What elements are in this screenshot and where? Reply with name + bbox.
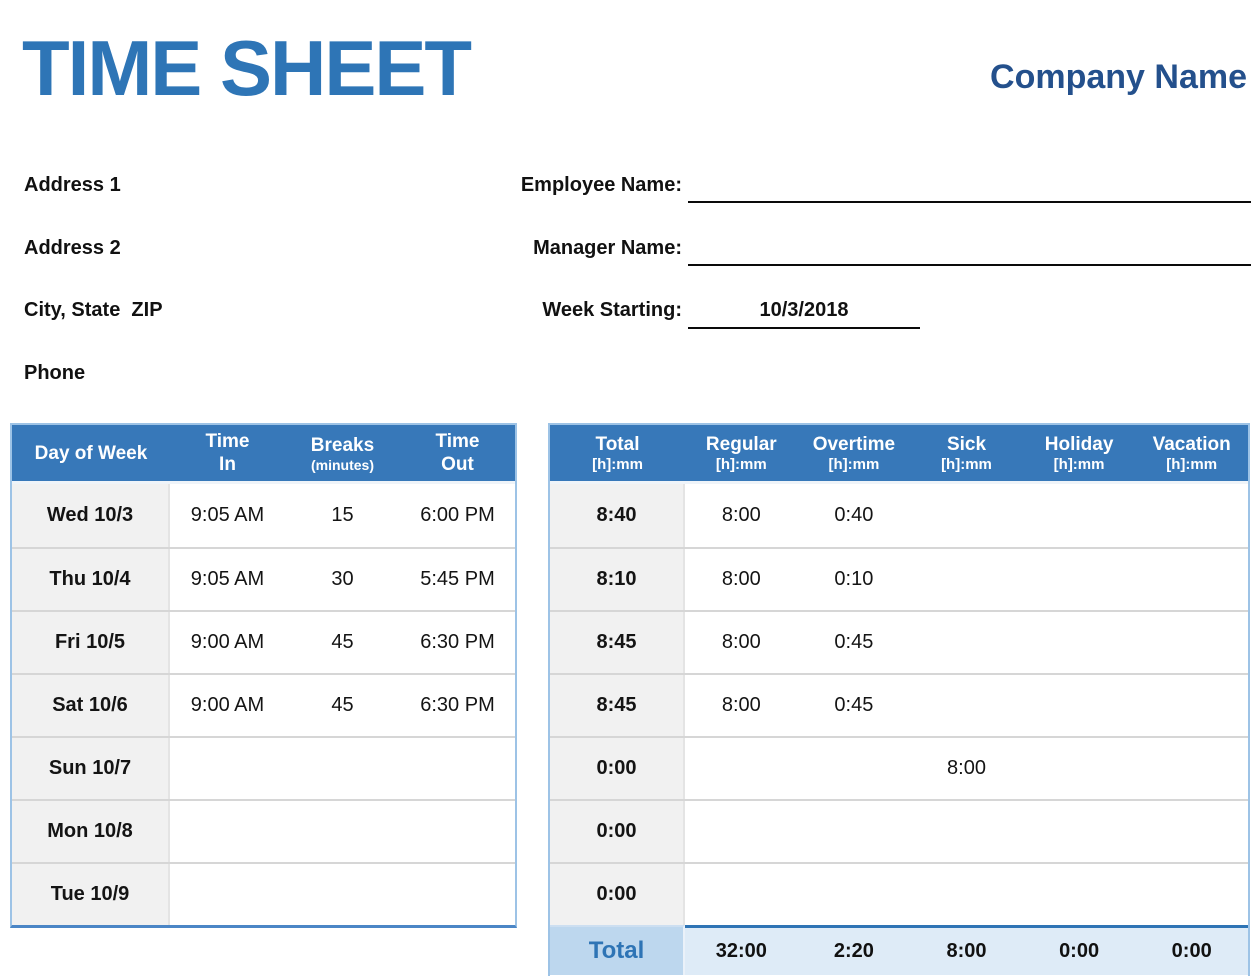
week-starting-label: Week Starting:: [542, 299, 682, 321]
time-in-cell[interactable]: 9:05 AM: [190, 504, 265, 526]
vacation-cell[interactable]: [1135, 864, 1248, 925]
address-line-4: Phone: [24, 362, 86, 384]
breaks-cell[interactable]: [285, 801, 400, 862]
total-cell: 0:00: [550, 738, 685, 799]
address-line-3: City, State ZIP: [24, 299, 163, 321]
totals-row: [550, 925, 1248, 975]
total-cell: 8:40: [550, 484, 685, 547]
day-cell: Sun 10/7: [12, 738, 170, 799]
day-cell: Fri 10/5: [12, 612, 170, 673]
table-row: [12, 547, 515, 610]
overtime-cell[interactable]: [798, 801, 911, 862]
breaks-cell[interactable]: 45: [331, 631, 354, 653]
time-out-cell[interactable]: [400, 864, 515, 925]
table-row: [12, 736, 515, 799]
table-row: [550, 862, 1248, 925]
sick-cell[interactable]: [910, 612, 1023, 673]
table-row: [550, 610, 1248, 673]
employee-name-field[interactable]: [688, 201, 1251, 203]
week-starting-field[interactable]: [688, 327, 920, 329]
header-sick: Sick [h]:mm: [941, 433, 992, 473]
page-title: TIME SHEET: [22, 24, 471, 112]
regular-cell[interactable]: [685, 864, 798, 925]
breaks-cell[interactable]: 15: [331, 504, 354, 526]
table-row: [12, 484, 515, 547]
time-out-cell[interactable]: 6:30 PM: [420, 631, 495, 653]
time-in-cell[interactable]: 9:00 AM: [190, 694, 265, 716]
table-row: [550, 547, 1248, 610]
sick-cell[interactable]: [910, 484, 1023, 547]
total-overtime: 2:20: [798, 925, 911, 975]
day-cell: Tue 10/9: [12, 864, 170, 925]
header-total: Total [h]:mm: [592, 433, 643, 473]
total-regular: 32:00: [685, 925, 798, 975]
regular-cell[interactable]: 8:00: [721, 631, 761, 653]
company-name: Company Name: [990, 58, 1247, 96]
time-out-cell[interactable]: 5:45 PM: [420, 568, 495, 590]
table-row: [550, 673, 1248, 736]
breaks-cell[interactable]: 30: [331, 568, 354, 590]
manager-name-field[interactable]: [688, 264, 1251, 266]
total-cell: 8:45: [550, 675, 685, 736]
time-in-cell[interactable]: 9:05 AM: [190, 568, 265, 590]
sick-cell[interactable]: [910, 549, 1023, 610]
holiday-cell[interactable]: [1023, 549, 1136, 610]
vacation-cell[interactable]: [1135, 801, 1248, 862]
sick-cell[interactable]: [910, 675, 1023, 736]
day-cell: Thu 10/4: [12, 549, 170, 610]
breaks-cell[interactable]: [285, 738, 400, 799]
day-cell: Mon 10/8: [12, 801, 170, 862]
time-entry-body: [12, 484, 515, 925]
sick-cell[interactable]: [910, 864, 1023, 925]
table-row: [550, 484, 1248, 547]
holiday-cell[interactable]: [1023, 612, 1136, 673]
table-row: [12, 862, 515, 925]
sick-cell[interactable]: 8:00: [947, 757, 986, 779]
header-overtime: Overtime [h]:mm: [812, 433, 896, 473]
table-row: [12, 799, 515, 862]
table-row: [550, 736, 1248, 799]
week-starting-value[interactable]: 10/3/2018: [759, 299, 849, 321]
vacation-cell[interactable]: [1135, 549, 1248, 610]
regular-cell[interactable]: 8:00: [721, 694, 761, 716]
overtime-cell[interactable]: 0:45: [834, 694, 874, 716]
holiday-cell[interactable]: [1023, 484, 1136, 547]
breaks-cell[interactable]: 45: [331, 694, 354, 716]
header-time-out: Time Out: [435, 431, 480, 475]
total-holiday: 0:00: [1023, 925, 1136, 975]
regular-cell[interactable]: [685, 801, 798, 862]
time-entry-table: [10, 423, 517, 928]
total-cell: 8:45: [550, 612, 685, 673]
time-entry-header: [12, 425, 515, 484]
totals-label: Total: [550, 925, 685, 975]
header-holiday: Holiday [h]:mm: [1044, 433, 1114, 473]
total-vacation: 0:00: [1135, 925, 1248, 975]
holiday-cell[interactable]: [1023, 738, 1136, 799]
vacation-cell[interactable]: [1135, 738, 1248, 799]
time-in-cell[interactable]: [170, 864, 285, 925]
table-row: [550, 799, 1248, 862]
vacation-cell[interactable]: [1135, 612, 1248, 673]
day-cell: Wed 10/3: [12, 484, 170, 547]
overtime-cell[interactable]: [798, 738, 911, 799]
holiday-cell[interactable]: [1023, 801, 1136, 862]
regular-cell[interactable]: 8:00: [721, 504, 761, 526]
address-line-2: Address 2: [24, 237, 121, 259]
hours-summary-header: [550, 425, 1248, 484]
header-breaks: Breaks (minutes): [310, 434, 375, 473]
regular-cell[interactable]: [685, 738, 798, 799]
overtime-cell[interactable]: [798, 864, 911, 925]
header-vacation: Vacation [h]:mm: [1152, 433, 1231, 473]
overtime-cell[interactable]: 0:10: [834, 568, 874, 590]
sick-cell[interactable]: [910, 801, 1023, 862]
overtime-cell[interactable]: 0:40: [834, 504, 874, 526]
time-in-cell[interactable]: [170, 738, 285, 799]
table-row: [12, 610, 515, 673]
header-time-in: Time In: [205, 431, 250, 475]
day-cell: Sat 10/6: [12, 675, 170, 736]
time-in-cell[interactable]: [170, 801, 285, 862]
vacation-cell[interactable]: [1135, 675, 1248, 736]
header-day-of-week: Day of Week: [34, 442, 148, 464]
hours-summary-body: [550, 484, 1248, 925]
total-cell: 0:00: [550, 864, 685, 925]
time-out-cell[interactable]: 6:30 PM: [420, 694, 495, 716]
total-cell: 0:00: [550, 801, 685, 862]
overtime-cell[interactable]: 0:45: [834, 631, 874, 653]
time-out-cell[interactable]: [400, 801, 515, 862]
total-cell: 8:10: [550, 549, 685, 610]
address-line-1: Address 1: [24, 174, 121, 196]
header-regular: Regular [h]:mm: [705, 433, 777, 473]
time-out-cell[interactable]: [400, 738, 515, 799]
table-row: [12, 673, 515, 736]
time-in-cell[interactable]: 9:00 AM: [190, 631, 265, 653]
holiday-cell[interactable]: [1023, 675, 1136, 736]
regular-cell[interactable]: 8:00: [721, 568, 761, 590]
manager-name-label: Manager Name:: [533, 237, 682, 259]
hours-summary-table: [548, 423, 1250, 976]
employee-name-label: Employee Name:: [520, 174, 682, 196]
holiday-cell[interactable]: [1023, 864, 1136, 925]
vacation-cell[interactable]: [1135, 484, 1248, 547]
time-out-cell[interactable]: 6:00 PM: [420, 504, 495, 526]
total-sick: 8:00: [910, 925, 1023, 975]
breaks-cell[interactable]: [285, 864, 400, 925]
